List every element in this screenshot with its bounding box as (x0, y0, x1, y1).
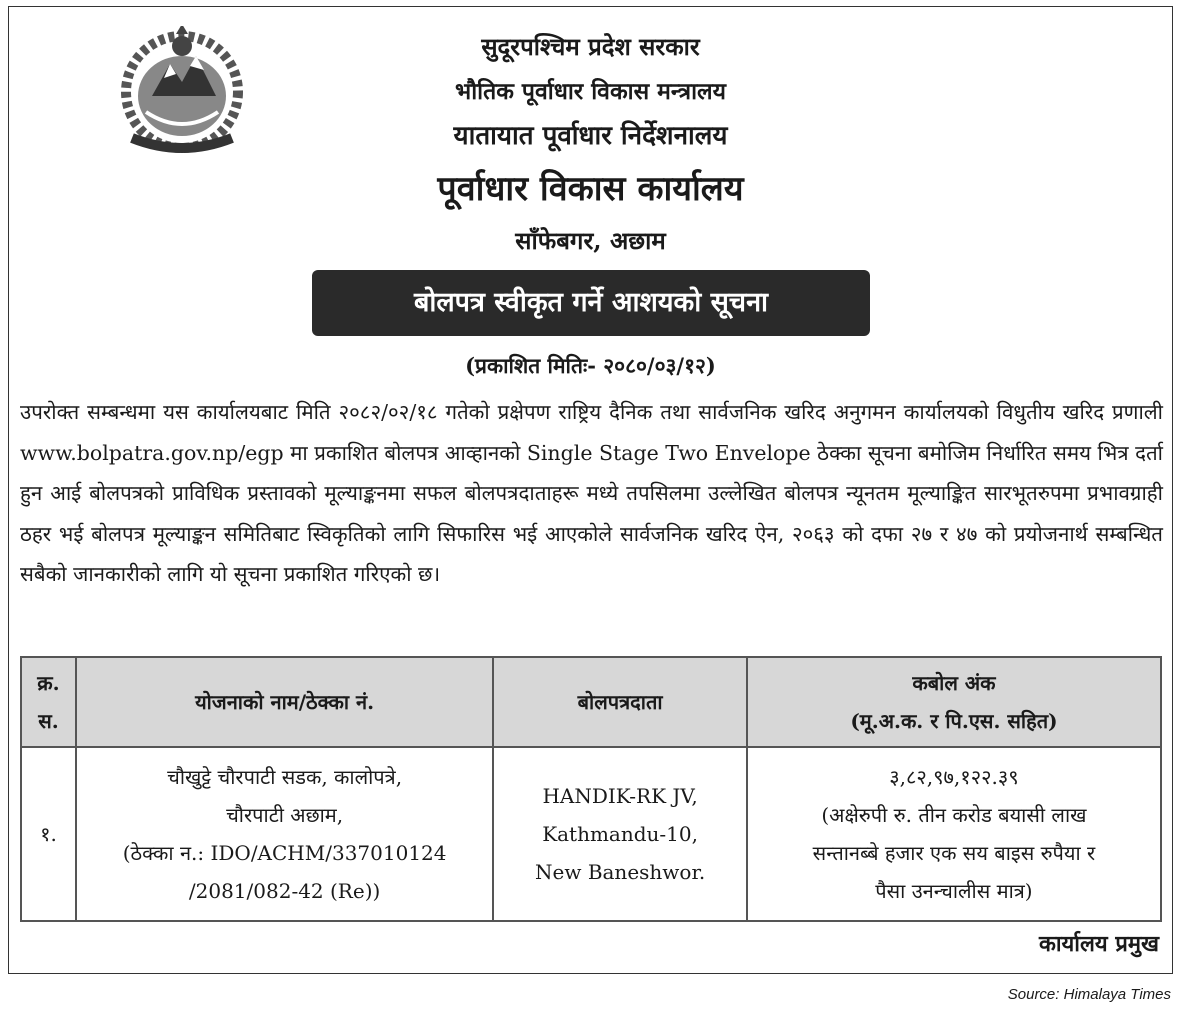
office-location: साँफेबगर, अछाम (515, 226, 666, 255)
project-line: चौखुट्टे चौरपाटी सडक, कालोपत्रे, (167, 765, 403, 789)
notice-body: उपरोक्त सम्बन्धमा यस कार्यालयबाट मिति २०८२/०२/१८ गतेको प्रक्षेपण राष्ट्रिय दैनिक तथा सार्वजनिक खरिद अनुगमन कार्यालयको विधुतीय खरिद प्रणाली www.bolpatra.gov.np/egp मा प्रकाशित बोलपत्र आव्हानको Single Stage Two Envelope ठेक्का सूचना बमोजिम निर्धारित समय भित्र दर्ता हुन आई बोलपत्रको प्राविधिक प्रस्तावको मूल्याङ्कनमा सफल बोलपत्रदाताहरू मध्ये तपसिलमा उल्लेखित बोलपत्र न्यूनतम मूल्याङ्कित सारभूतरुपमा प्रभावग्राही ठहर भई बोलपत्र मूल्याङ्कन समितिबाट स्विकृतिको लागि सिफारिस भई आएकोले सार्वजनिक खरिद ऐन, २०६३ को दफा २७ र ४७ को प्रयोजनार्थ सम्बन्धित सबैको जानकारीको लागि यो सूचना प्रकाशित गरिएको छ। (20, 400, 1163, 586)
notice-title-banner: बोलपत्र स्वीकृत गर्ने आशयको सूचना (312, 270, 870, 336)
publication-date: (प्रकाशित मितिः- २०८०/०३/१२) (465, 353, 716, 378)
header-amount (747, 657, 1161, 747)
project-line: /2081/082-42 (Re)) (188, 879, 381, 903)
amount-line: (अक्षेरुपी रु. तीन करोड बयासी लाख (821, 803, 1087, 827)
bidder-line: HANDIK-RK JV, (542, 784, 698, 808)
amount-line: ३,८२,९७,१२२.३९ (889, 765, 1019, 789)
amount-line: पैसा उनन्चालीस मात्र) (875, 879, 1033, 903)
cell-amount (747, 747, 1161, 921)
header-amount-line1: कबोल अंक (912, 671, 996, 695)
directorate-name: यातायात पूर्वाधार निर्देशनालय (453, 121, 728, 151)
ministry-name: भौतिक पूर्वाधार विकास मन्त्रालय (455, 78, 726, 105)
header-amount-line2: (मू.अ.क. र पि.एस. सहित) (850, 709, 1058, 733)
source-credit: Source: Himalaya Times (1007, 986, 1171, 1003)
award-table (20, 656, 1162, 922)
header-serial-line1: क्र. (37, 671, 60, 695)
project-line: चौरपाटी अछाम, (226, 803, 344, 827)
cell-bidder (493, 747, 747, 921)
office-name: पूर्वाधार विकास कार्यालय (437, 169, 744, 209)
signature-office-chief: कार्यालय प्रमुख (1038, 931, 1159, 957)
cell-project (76, 747, 493, 921)
header-bidder: बोलपत्रदाता (493, 657, 747, 747)
table-header-row (21, 657, 1161, 747)
province-name: सुदूरपश्चिम प्रदेश सरकार (481, 32, 700, 61)
header-serial-line2: स. (38, 709, 59, 733)
cell-serial: १. (21, 747, 76, 921)
header-serial (21, 657, 76, 747)
bidder-line: New Baneshwor. (535, 860, 706, 884)
bidder-line: Kathmandu-10, (542, 822, 698, 846)
header-project: योजनाको नाम/ठेक्का नं. (76, 657, 493, 747)
table-row (21, 747, 1161, 921)
project-line: (ठेक्का न.: IDO/ACHM/337010124 (122, 841, 447, 865)
amount-line: सन्तानब्बे हजार एक सय बाइस रुपैया र (812, 841, 1096, 865)
